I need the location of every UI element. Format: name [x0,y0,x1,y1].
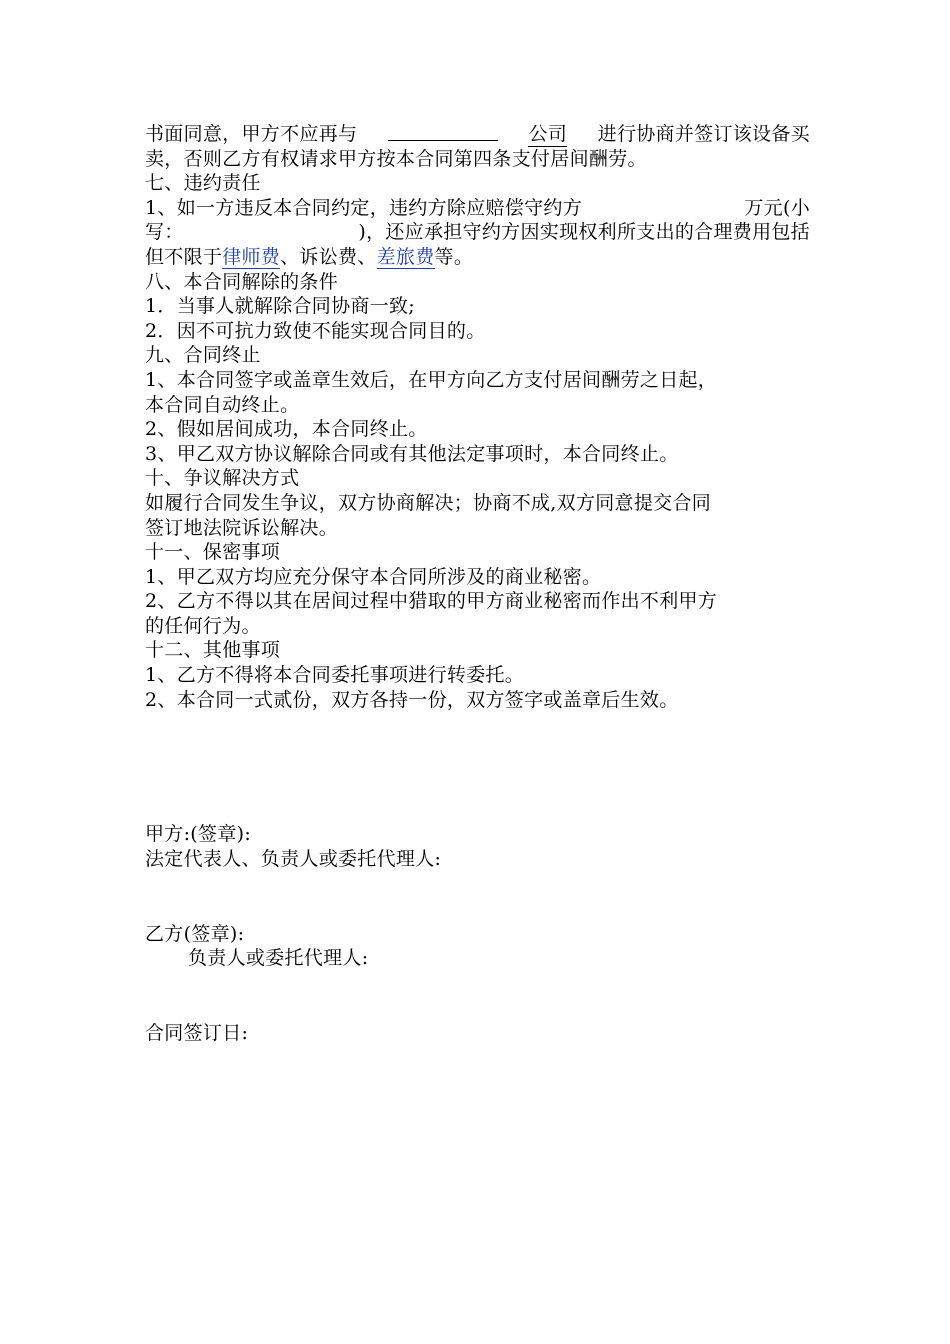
section-heading-confidentiality: 十一、保密事项 [145,541,281,564]
clause-line: 如履行合同发生争议，双方协商解决；协商不成,双方同意提交合同 [145,491,712,514]
clause-line [145,220,810,245]
clause-line [145,245,810,270]
clause-line: 卖，否则乙方有权请求甲方按本合同第四条支付居间酬劳。 [145,147,647,170]
clause-text: 1、如一方违反本合同约定，违约方除应赔偿守约方 [145,196,582,219]
clause-text: 但不限于 [145,245,223,268]
clause-line: 1、本合同签字或盖章生效后，在甲方向乙方支付居间酬劳之日起， [145,368,718,391]
clause-line: 2、假如居间成功，本合同终止。 [145,418,428,441]
clause-text: 、诉讼费、 [280,245,377,268]
clause-line: 2、乙方不得以其在居间过程中猎取的甲方商业秘密而作出不利甲方 [145,590,718,613]
company-label: 公司 [528,123,568,145]
party-b-signature-label: 乙方(签章): [145,923,245,945]
section-heading-dispute: 十、争议解决方式 [145,467,300,490]
clause-line: 3、甲乙双方协议解除合同或有其他法定事项时，本合同终止。 [145,442,679,465]
clause-line: 1、乙方不得将本合同委托事项进行转委托。 [145,664,525,687]
clause-text: 写： [145,221,184,244]
section-heading-other: 十二、其他事项 [145,639,281,662]
clause-line: 2、本合同一式贰份，双方各持一份，双方签字或盖章后生效。 [145,688,679,711]
clause-text: 等。 [434,245,474,268]
clause-line: 1、甲乙双方均应充分保守本合同所涉及的商业秘密。 [145,565,602,588]
clause-line: 签订地法院诉讼解决。 [145,516,339,539]
section-heading-termination-conditions: 八、本合同解除的条件 [145,270,339,293]
clause-text: 书面同意，甲方不应再与 [145,123,358,145]
clause-line: 的任何行为。 [145,614,261,637]
clause-line: 2．因不可抗力致使不能实现合同目的。 [145,319,486,342]
party-b-representative-label: 负责人或委托代理人: [188,947,369,969]
clause-line [145,196,810,221]
clause-line: 本合同自动终止。 [145,393,300,416]
amount-blank [626,196,700,221]
company-name-blank [388,122,498,141]
amount-small-blank [221,220,321,245]
lawyer-fee-link[interactable]: 律师费 [222,245,281,268]
party-a-signature-label: 甲方:(签章): [145,823,252,845]
clause-text: 万元(小 [744,196,810,219]
party-a-representative-label: 法定代表人、负责人或委托代理人: [145,848,442,870]
contract-clauses [145,122,810,712]
clause-line: 1．当事人就解除合同协商一致; [145,295,415,318]
sign-date-label: 合同签订日: [145,1022,249,1044]
clause-line [145,122,810,147]
clause-text: )，还应承担守约方因实现权利所支出的合理费用包括 [358,221,810,244]
section-heading-breach: 七、违约责任 [145,172,261,195]
travel-fee-link[interactable]: 差旅费 [376,245,435,268]
clause-text: 进行协商并签订该设备买 [597,123,810,145]
section-heading-contract-end: 九、合同终止 [145,344,261,367]
